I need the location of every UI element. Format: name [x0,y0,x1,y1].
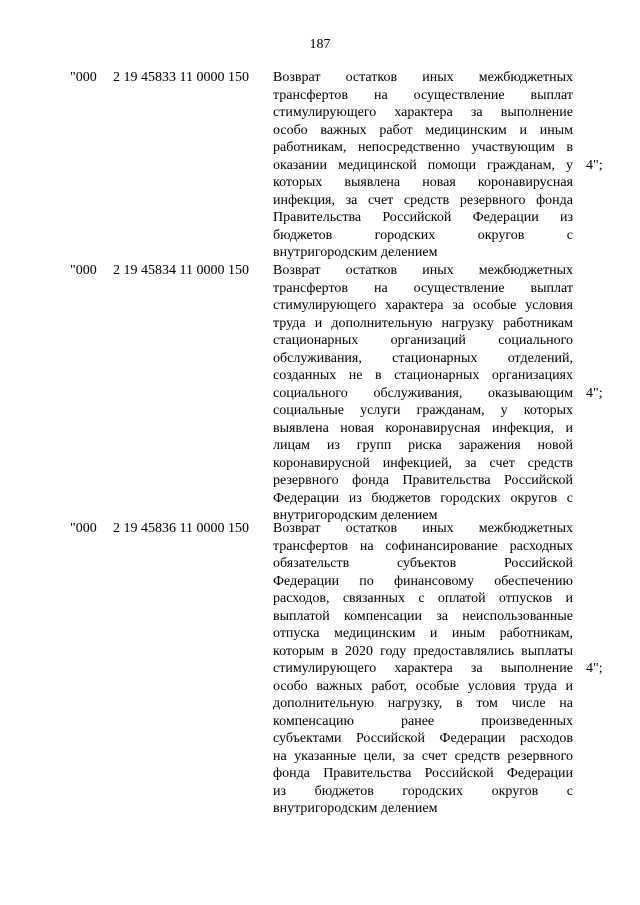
budget-code: 2 19 45836 11 0000 150 [113,521,249,536]
description-line: внутригородским делением [273,245,438,260]
row-suffix: 4"; [586,661,603,676]
description-line: Федерации из бюджетов городских округов с [273,490,573,506]
row-prefix: "000 [70,70,97,85]
description-line: выплатой компенсации за неиспользованные [273,608,573,624]
row-suffix: 4"; [586,157,603,173]
description-line: созданных не в стационарных организациях [273,368,573,383]
description-line: трансфертов на софинансирование расходных [273,538,573,554]
budget-code: 2 19 45834 11 0000 150 [113,263,249,278]
description-line: Федерации по финансовому обеспечению [273,573,573,589]
description-line: которым в 2020 году предоставлялись выплаты [273,643,573,659]
description-line: стимулирующего характера за выполнение [273,661,573,676]
description-line: внутригородским делением [273,508,438,523]
row-description [273,69,573,262]
description-line: особо важных работ медицинским и иным [273,122,573,138]
description-line: расходов, связанных с оплатой отпусков и [273,591,573,606]
description-line: субъектами Российской Федерации расходов [273,731,573,746]
description-line: дополнительную нагрузку, в том числе на [273,696,573,711]
description-line: социального обслуживания, оказывающим [273,385,573,401]
description-line: социальные услуги гражданам, у которых [273,403,573,418]
description-line: оказании медицинской помощи гражданам, у [273,157,573,173]
description-line: которых выявлена новая коронавирусная [273,175,573,190]
description-line: Возврат остатков иных межбюджетных [273,263,573,278]
description-line: коронавирусной инфекцией, за счет средств [273,455,573,471]
description-line: выявлена новая коронавирусная инфекция, и [273,420,573,436]
description-line: из бюджетов городских округов с [273,783,573,799]
description-line: лицам из групп риска заражения новой [273,438,573,453]
description-line: обслуживания, стационарных отделений, [273,350,573,366]
description-line: на указанные цели, за счет средств резервного [273,748,573,764]
description-line: стимулирующего характера за особые условия [273,298,573,313]
description-line: трансфертов на осуществление выплат [273,280,573,296]
description-line: труда и дополнительную нагрузку работникам [273,315,573,331]
description-line: работникам, непосредственно участвующим в [273,140,573,155]
description-line: внутригородским делением [273,801,438,816]
description-line: компенсацию ранее произведенных [273,713,573,729]
description-line: обязательств субъектов Российской [273,556,573,571]
description-line: стимулирующего характера за выполнение [273,105,573,120]
row-prefix: "000 [70,263,97,278]
row-suffix: 4"; [586,385,603,401]
page-number: 187 [309,37,331,52]
description-line: отпуска медицинским и иным работникам, [273,626,573,641]
description-line: особо важных работ, особые условия труда и [273,678,573,694]
row-description [273,262,573,525]
row-prefix: "000 [70,521,97,536]
description-line: резервного фонда Правительства Российской [273,473,573,488]
description-line: Возврат остатков иных межбюджетных [273,521,573,536]
budget-code: 2 19 45833 11 0000 150 [113,70,249,85]
description-line: стационарных организаций социального [273,333,573,348]
description-line: Возврат остатков иных межбюджетных [273,70,573,85]
description-line: Правительства Российской Федерации из [273,210,573,225]
description-line: инфекция, за счет средств резервного фонда [273,192,573,208]
row-description [273,520,573,818]
description-line: фонда Правительства Российской Федерации [273,766,573,781]
description-line: бюджетов городских округов с [273,227,573,243]
description-line: трансфертов на осуществление выплат [273,87,573,103]
